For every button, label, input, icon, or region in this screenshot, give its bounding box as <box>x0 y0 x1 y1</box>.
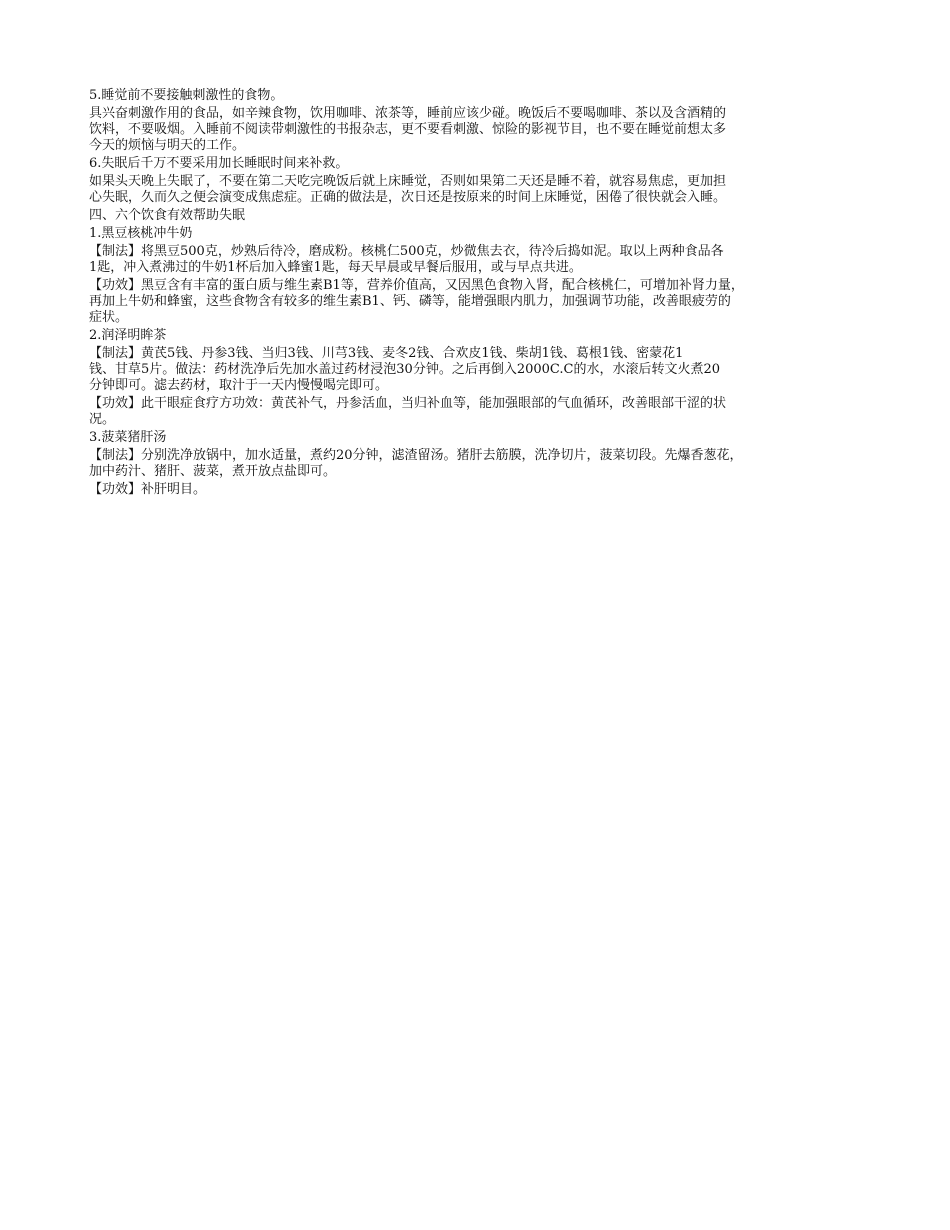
text-line: 【功效】补肝明目。 <box>89 482 207 497</box>
text-line: 【制法】分别洗净放锅中，加水适量，煮约20分钟，滤渣留汤。猪肝去筋膜，洗净切片，菠菜切段。先爆香葱花， <box>89 448 743 463</box>
paragraph <box>89 448 869 480</box>
text-line: 况。 <box>89 412 116 427</box>
text-line: 【功效】此干眼症食疗方功效：黄芪补气，丹参活血，当归补血等，能加强眼部的气血循环，改善眼部干涩的状 <box>89 396 727 411</box>
text-line: 6.失眠后千万不要采用加长睡眠时间来补救。 <box>89 156 349 171</box>
paragraph <box>89 156 869 172</box>
text-line: 【功效】黑豆含有丰富的蛋白质与维生素B1等，营养价值高，又因黑色食物入肾，配合核桃仁，可增加补肾力量， <box>89 278 744 293</box>
text-line: 分钟即可。滤去药材，取汁于一天内慢慢喝完即可。 <box>89 378 389 393</box>
text-line: 症状。 <box>89 310 129 325</box>
text-line: 加中药汁、猪肝、菠菜，煮开放点盐即可。 <box>89 464 337 479</box>
paragraph <box>89 346 869 394</box>
paragraph <box>89 106 869 154</box>
paragraph <box>89 278 869 326</box>
paragraph <box>89 430 869 446</box>
paragraph <box>89 226 869 242</box>
paragraph <box>89 328 869 344</box>
text-line: 1匙，冲入煮沸过的牛奶1杯后加入蜂蜜1匙，每天早晨或早餐后服用，或与早点共进。 <box>89 260 582 275</box>
text-line: 钱、甘草5片。做法：药材洗净后先加水盖过药材浸泡30分钟。之后再倒入2000C.C的水，水滚后转文火煮20 <box>89 362 721 377</box>
paragraph <box>89 208 869 224</box>
paragraph <box>89 174 869 206</box>
text-line: 如果头天晚上失眠了，不要在第二天吃完晚饭后就上床睡觉，否则如果第二天还是睡不着，就容易焦虑，更加担 <box>89 174 727 189</box>
text-line: 1.黑豆核桃冲牛奶 <box>89 226 193 241</box>
paragraph <box>89 244 869 276</box>
text-line: 再加上牛奶和蜂蜜，这些食物含有较多的维生素B1、钙、磷等，能增强眼内肌力，加强调节功能，改善眼疲劳的 <box>89 294 731 309</box>
text-line: 具兴奋刺激作用的食品，如辛辣食物，饮用咖啡、浓茶等，睡前应该少碰。晚饭后不要喝咖啡、茶以及含酒精的 <box>89 106 727 121</box>
text-line: 【制法】将黑豆500克，炒熟后待冷，磨成粉。核桃仁500克，炒微焦去衣，待冷后捣如泥。取以上两种食品各 <box>89 244 724 259</box>
text-line: 3.菠菜猪肝汤 <box>89 430 167 445</box>
text-line: 饮料，不要吸烟。入睡前不阅读带刺激性的书报杂志，更不要看刺激、惊险的影视节目，也不要在睡觉前想太多 <box>89 122 727 137</box>
text-line: 四、六个饮食有效帮助失眠 <box>89 208 246 223</box>
document-page <box>89 88 869 500</box>
paragraph <box>89 396 869 428</box>
text-line: 今天的烦恼与明天的工作。 <box>89 138 246 153</box>
paragraph <box>89 482 869 498</box>
text-line: 心失眠，久而久之便会演变成焦虑症。正确的做法是，次日还是按原来的时间上床睡觉，困倦了很快就会入睡。 <box>89 190 727 205</box>
paragraph <box>89 88 869 104</box>
text-line: 【制法】黄芪5钱、丹参3钱、当归3钱、川芎3钱、麦冬2钱、合欢皮1钱、柴胡1钱、葛根1钱、密蒙花1 <box>89 346 684 361</box>
text-line: 5.睡觉前不要接触刺激性的食物。 <box>89 88 284 103</box>
text-line: 2.润泽明眸茶 <box>89 328 167 343</box>
